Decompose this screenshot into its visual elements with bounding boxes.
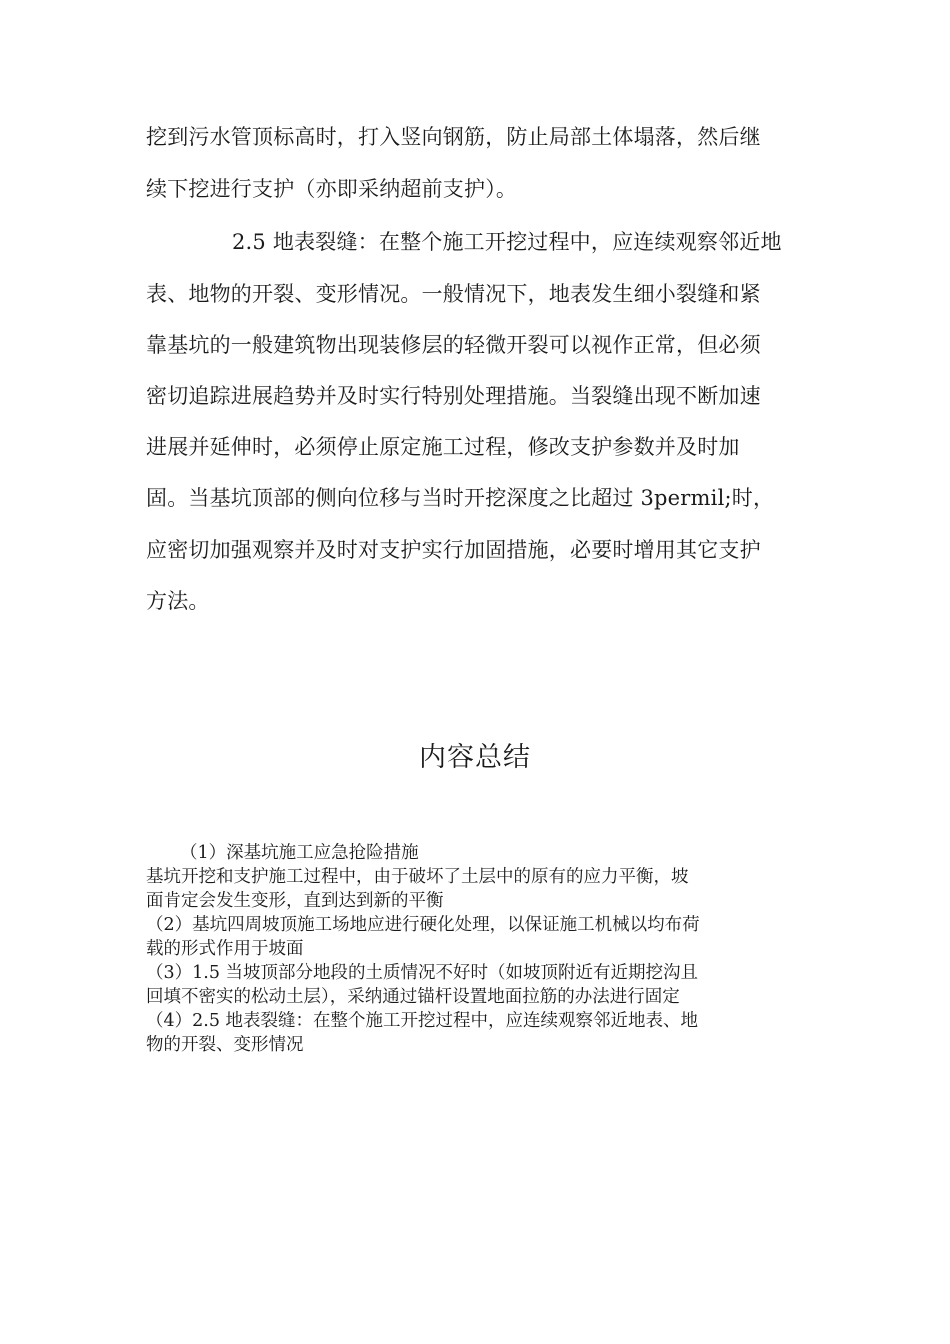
body-line-indented: 2.5 地表裂缝：在整个施工开挖过程中，应连续观察邻近地 [232,230,782,254]
body-line: 表、地物的开裂、变形情况。一般情况下，地表发生细小裂缝和紧 [146,282,761,306]
body-line: 应密切加强观察并及时对支护实行加固措施，必要时增用其它支护 [146,538,761,562]
summary-line: （3）1.5 当坡顶部分地段的土质情况不好时（如坡顶附近有近期挖沟且 [146,963,699,983]
summary-line: 载的形式作用于坡面 [146,939,304,959]
body-line: 方法。 [146,589,210,613]
summary-line: （1）深基坑施工应急抢险措施 [180,843,419,863]
summary-line: （4）2.5 地表裂缝：在整个施工开挖过程中，应连续观察邻近地表、地 [146,1011,699,1031]
summary-title: 内容总结 [419,742,531,773]
summary-line: 回填不密实的松动土层），采纳通过锚杆设置地面拉筋的办法进行固定 [146,987,680,1007]
body-line: 挖到污水管顶标高时，打入竖向钢筋，防止局部土体塌落，然后继 [146,125,761,149]
body-line: 续下挖进行支护（亦即采纳超前支护）。 [146,177,518,201]
body-line: 进展并延伸时，必须停止原定施工过程，修改支护参数并及时加 [146,435,740,459]
body-line: 靠基坑的一般建筑物出现装修层的轻微开裂可以视作正常，但必须 [146,333,761,357]
summary-line: 基坑开挖和支护施工过程中，由于破坏了土层中的原有的应力平衡，坡 [146,867,689,887]
summary-line: （2）基坑四周坡顶施工场地应进行硬化处理，以保证施工机械以均布荷 [146,915,700,935]
body-line: 密切追踪进展趋势并及时实行特别处理措施。当裂缝出现不断加速 [146,384,761,408]
body-line: 固。当基坑顶部的侧向位移与当时开挖深度之比超过 3permil;时， [146,486,775,510]
summary-line: 面肯定会发生变形，直到达到新的平衡 [146,891,444,911]
summary-line: 物的开裂、变形情况 [146,1035,304,1055]
